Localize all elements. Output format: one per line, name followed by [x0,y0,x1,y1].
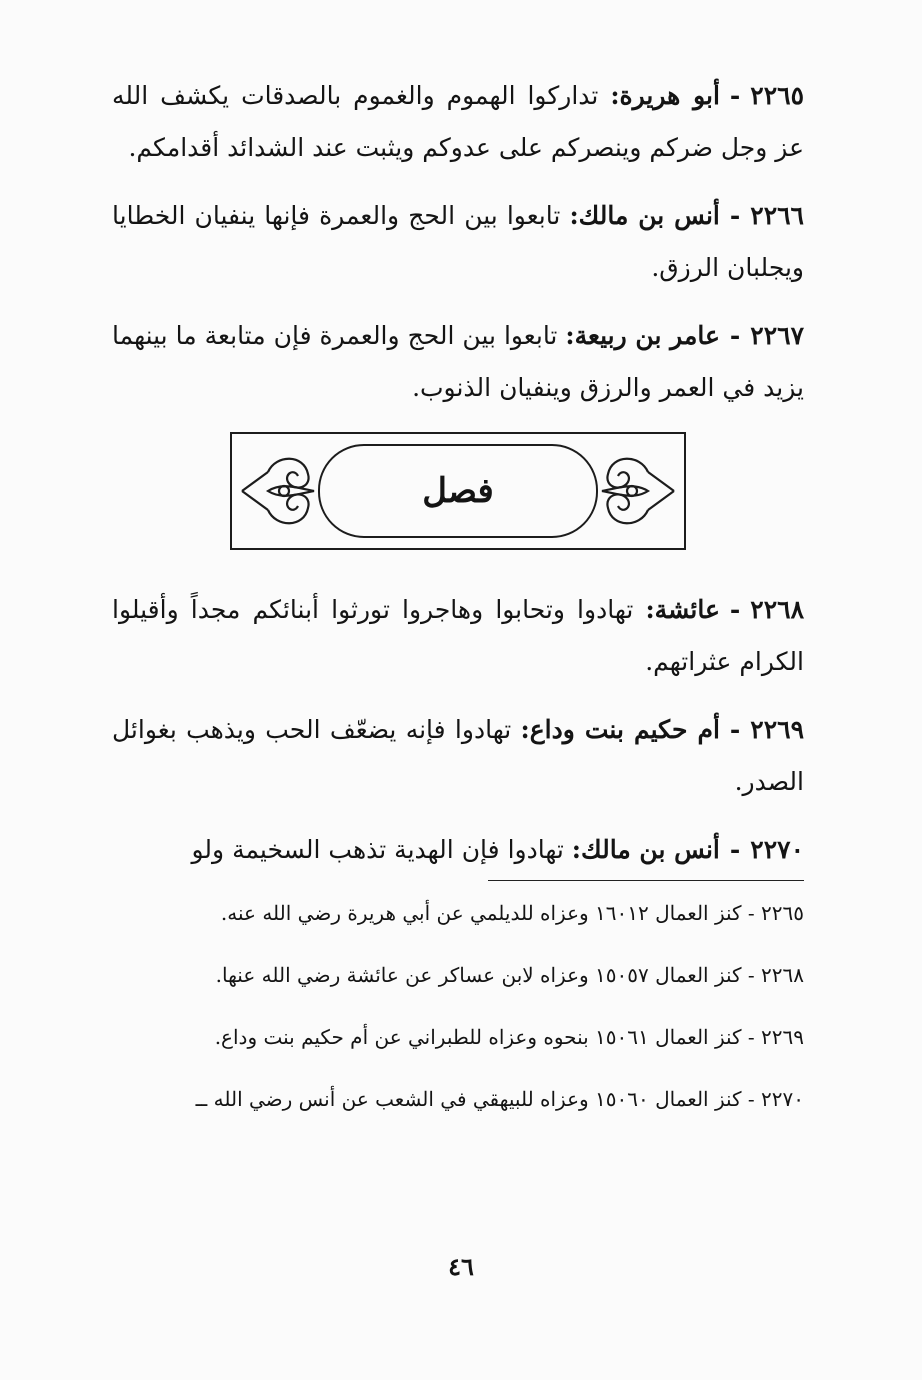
section-title: فصل [422,471,494,511]
entry-2266: ٢٢٦٦-أنس بن مالك: تابعوا بين الحج والعمرة فإنها ينفيان الخطايا ويجلبان الرزق. [112,201,804,282]
footnote: ٢٢٦٨ - كنز العمال ١٥٠٥٧ وعزاه لابن عساكر عن عائشة رضي الله عنها. [215,963,804,987]
narrator: أم حكيم بنت وداع: [520,715,720,744]
hadith-text: تهادوا وتحابوا وهاجروا تورثوا أبنائكم مجداً وأقيلوا الكرام عثراتهم. [112,595,804,676]
narrator: أبو هريرة: [610,81,720,110]
entry-number: ٢٢٦٦ [750,201,804,230]
entry-2265: ٢٢٦٥-أبو هريرة: تداركوا الهموم والغموم بالصدقات يكشف الله عز وجل ضركم وينصركم على عدوكم ويثبت عند الشدائد أقدامكم. [112,81,804,162]
hadith-text: تداركوا الهموم والغموم بالصدقات يكشف الله عز وجل ضركم وينصركم على عدوكم ويثبت عند الشدائد أقدامكم. [112,81,804,162]
hadith-text: تابعوا بين الحج والعمرة فإن متابعة ما بينهما يزيد في العمر والرزق وينفيان الذنوب. [112,321,804,402]
hadith-text: تهادوا فإنه يضعّف الحب ويذهب بغوائل الصدر. [112,715,804,796]
arabesque-ornament-icon [238,448,318,534]
entry-number: ٢٢٦٩ [750,715,805,744]
section-banner [230,432,686,550]
footnote: ٢٢٦٩ - كنز العمال ١٥٠٦١ بنحوه وعزاه للطبراني عن أم حكيم بنت وداع. [214,1025,804,1049]
page-body [112,70,804,1139]
entry-number: ٢٢٦٨ [750,595,804,624]
entry-number: ٢٢٧٠ [750,835,804,864]
entry-number: ٢٢٦٧ [750,321,804,350]
page-number: ٤٦ [448,1252,474,1281]
narrator: أنس بن مالك: [569,201,720,230]
footnote: ٢٢٦٥ - كنز العمال ١٦٠١٢ وعزاه للديلمي عن أبي هريرة رضي الله عنه. [220,901,804,925]
entry-2269: ٢٢٦٩-أم حكيم بنت وداع: تهادوا فإنه يضعّف الحب ويذهب بغوائل الصدر. [112,715,805,796]
entry-2268: ٢٢٦٨-عائشة: تهادوا وتحابوا وهاجروا تورثوا أبنائكم مجداً وأقيلوا الكرام عثراتهم. [112,595,804,676]
title-frame [318,444,598,538]
hadith-text: تهادوا فإن الهدية تذهب السخيمة ولو [191,835,564,864]
footnote-rule [488,880,804,881]
entry-number: ٢٢٦٥ [750,81,804,110]
entry-2270: ٢٢٧٠-أنس بن مالك: تهادوا فإن الهدية تذهب السخيمة ولو [191,835,804,864]
narrator: عائشة: [645,595,720,624]
footnote: ٢٢٧٠ - كنز العمال ١٥٠٦٠ وعزاه للبيهقي في الشعب عن أنس رضي الله ــ [195,1087,804,1111]
entry-2267: ٢٢٦٧-عامر بن ربيعة: تابعوا بين الحج والعمرة فإن متابعة ما بينهما يزيد في العمر والرزق وينفيان الذنوب. [112,321,804,402]
narrator: أنس بن مالك: [571,835,720,864]
narrator: عامر بن ربيعة: [565,321,720,350]
hadith-text: تابعوا بين الحج والعمرة فإنها ينفيان الخطايا ويجلبان الرزق. [112,201,804,282]
arabesque-ornament-icon [598,448,678,534]
